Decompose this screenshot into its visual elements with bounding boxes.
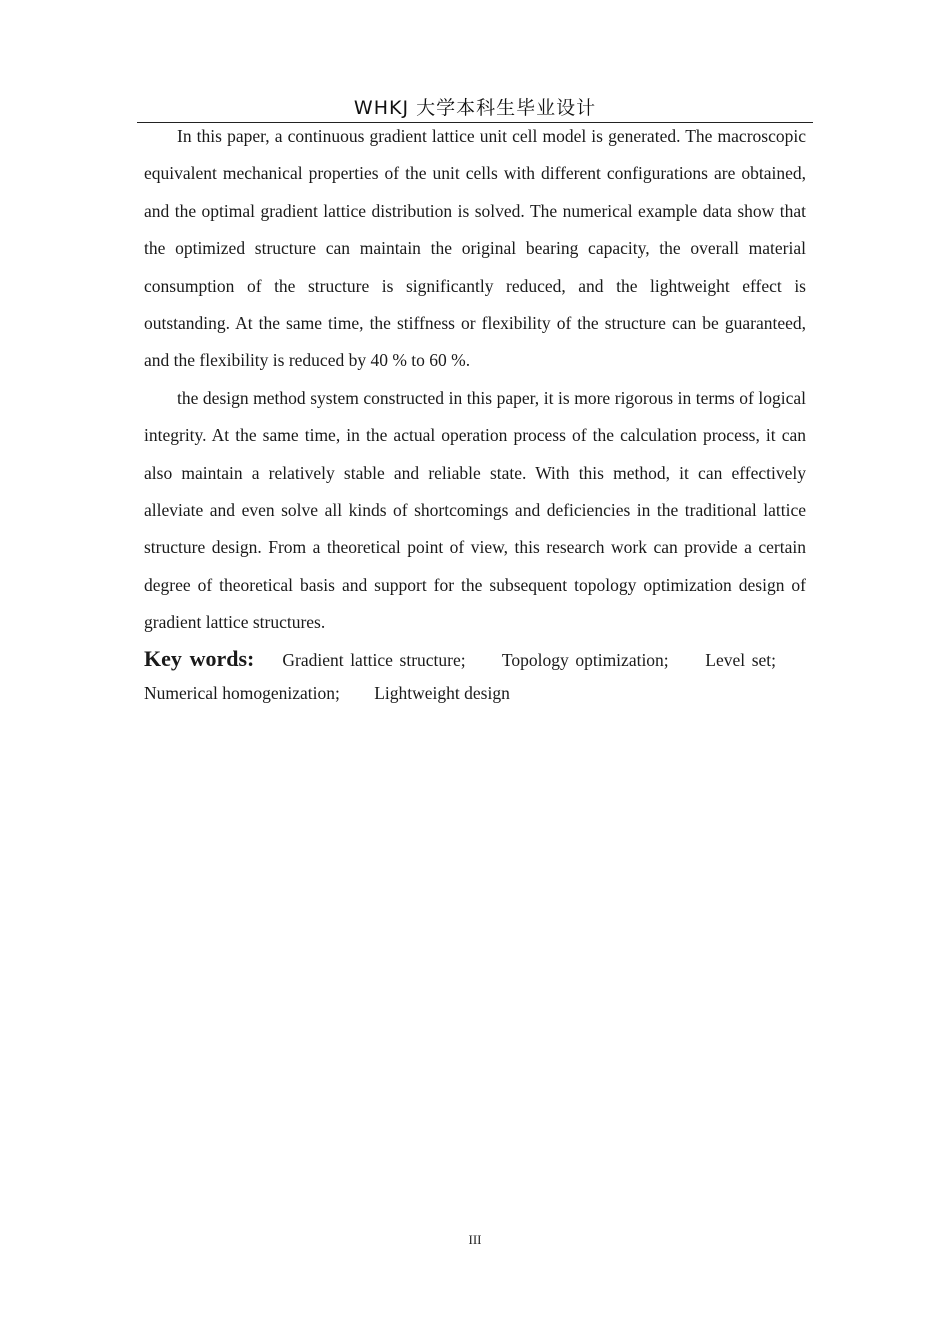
keyword-item: Topology optimization; [501,649,669,670]
keyword-item: Numerical homogenization; [144,682,340,703]
abstract-paragraph-1: In this paper, a continuous gradient lattice unit cell model is generated. The macroscopic equivalent mechanical properties of the unit cells with different configurations are obtained, and the optimal gradient lattice distribution is solved. The numerical example data show that the optimized structure can maintain the original bearing capacity, the overall material consumption of the structure is significantly reduced, and the lightweight effect is outstanding. At the same time, the stiffness or flexibility of the structure can be guaranteed, and the flexibility is reduced by 40 % to 60 %. [144,126,806,371]
keyword-item: Gradient lattice structure; [282,649,466,670]
keyword-item: Lightweight design [374,682,510,703]
keyword-item: Level set; [705,649,777,670]
abstract-body [144,118,806,710]
page-number: III [468,1232,482,1247]
abstract-paragraph-2: the design method system constructed in this paper, it is more rigorous in terms of logical integrity. At the same time, in the actual operation process of the calculation process, it can also maintain a relatively stable and reliable state. With this method, it can effectively alleviate and even solve all kinds of shortcomings and deficiencies in the traditional lattice structure design. From a theoretical point of view, this research work can provide a certain degree of theoretical basis and support for the subsequent topology optimization design of gradient lattice structures. [144,387,806,633]
running-header: WHKJ 大学本科生毕业设计 [353,97,597,119]
keywords-label: Key words: [144,645,255,671]
keywords-line [144,642,806,710]
